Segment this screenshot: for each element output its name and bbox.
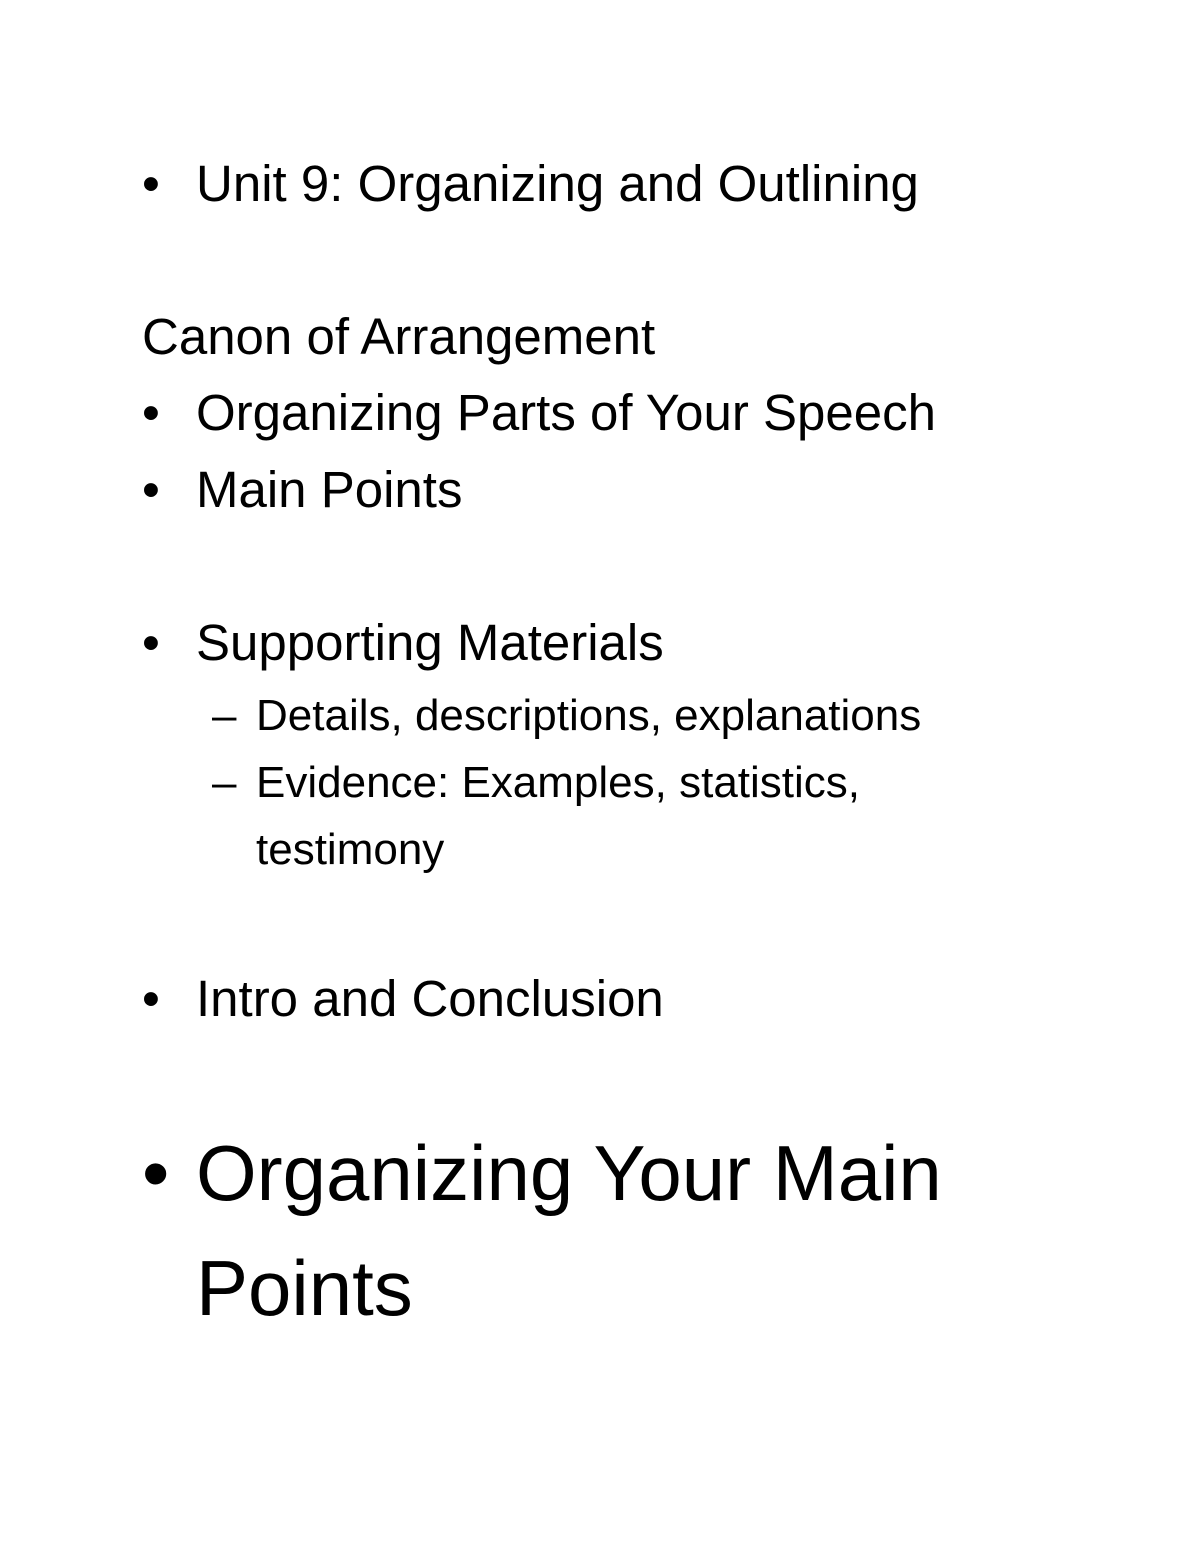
sub-item-label: Details, descriptions, explanations — [256, 691, 922, 740]
bullet-icon: • — [142, 461, 160, 518]
section-heading: Canon of Arrangement — [142, 308, 656, 365]
bullet-icon: • — [142, 1129, 170, 1217]
bullet-icon: • — [142, 155, 160, 212]
dash-icon: – — [212, 691, 237, 740]
final-heading-line-1: Organizing Your Main — [196, 1129, 942, 1217]
outline-item-label: Main Points — [196, 461, 463, 518]
sub-item-label: Evidence: Examples, statistics, — [256, 758, 861, 807]
final-heading-line-2: Points — [196, 1244, 413, 1333]
final-heading — [196, 1116, 1116, 1347]
sub-item-evidence-continuation: testimony — [256, 825, 445, 874]
unit-title: Unit 9: Organizing and Outlining — [196, 155, 919, 212]
bullet-icon: • — [142, 614, 160, 671]
bullet-icon: • — [142, 384, 160, 441]
outline-item-label: Intro and Conclusion — [196, 970, 664, 1027]
dash-icon: – — [212, 758, 237, 807]
outline-item-label: Organizing Parts of Your Speech — [196, 384, 936, 441]
bullet-icon: • — [142, 970, 160, 1027]
outline-item-label: Supporting Materials — [196, 614, 664, 671]
